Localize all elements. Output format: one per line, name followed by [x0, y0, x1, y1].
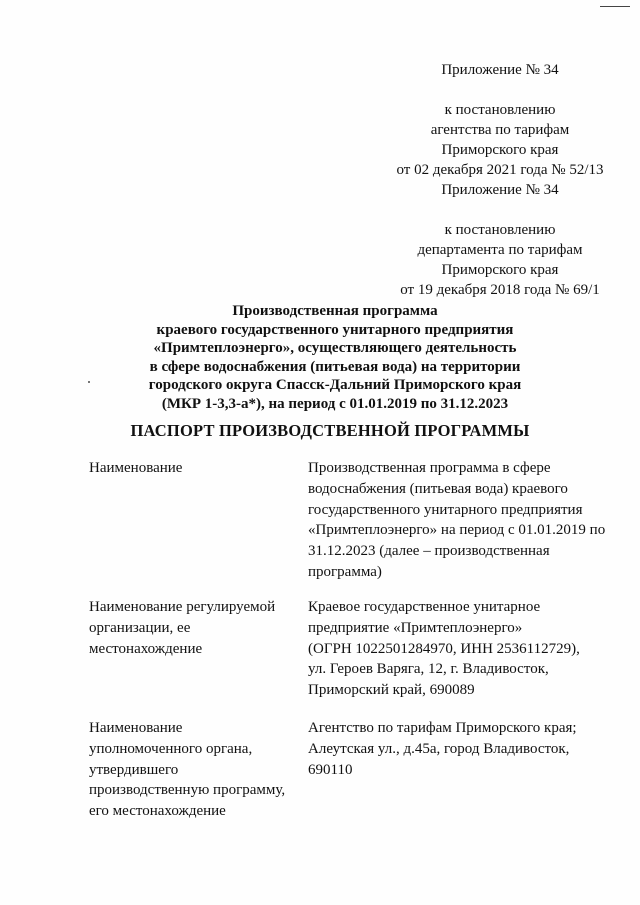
appendix-line: от 19 декабря 2018 года № 69/1	[400, 282, 600, 298]
value-line: программа)	[308, 563, 382, 580]
label-line: производственную программу,	[89, 782, 286, 799]
appendix-line: Приморского края	[441, 262, 559, 278]
label-line: утвердившего	[89, 761, 179, 778]
label-line: Наименование	[89, 460, 183, 476]
appendix-line: к постановлению	[444, 102, 556, 118]
appendix-line: Приморского края	[441, 142, 559, 158]
passport-row-value-name	[308, 458, 618, 583]
appendix-block-original	[380, 180, 620, 300]
passport-row-label-organization	[89, 597, 289, 659]
heading-line: «Примтеплоэнерго», осуществляющего деятельность	[153, 340, 517, 356]
appendix-title: Приложение № 34	[441, 62, 559, 78]
appendix-line: агентства по тарифам	[430, 122, 570, 138]
document-heading	[120, 302, 550, 413]
value-line: 31.12.2023 (далее – производственная	[308, 543, 550, 560]
label-line: Наименование	[89, 720, 183, 736]
passport-row-label-name	[89, 458, 289, 479]
value-line: Приморский край, 690089	[308, 682, 475, 699]
scan-dot	[88, 381, 90, 383]
appendix-line: от 02 декабря 2021 года № 52/13	[396, 162, 604, 178]
heading-line: городского округа Спасск-Дальний Приморского края	[148, 377, 522, 393]
label-line: Наименование регулируемой	[89, 599, 276, 615]
value-line: 690110	[308, 761, 353, 778]
value-line: (ОГРН 1022501284970, ИНН 2536112729),	[308, 640, 580, 657]
label-line: организации, ее	[89, 619, 191, 636]
label-line: местонахождение	[89, 640, 203, 657]
appendix-line: к постановлению	[444, 222, 556, 238]
passport-title: ПАСПОРТ ПРОИЗВОДСТВЕННОЙ ПРОГРАММЫ	[130, 421, 530, 440]
passport-row-label-authority	[89, 718, 289, 822]
heading-line: краевого государственного унитарного предприятия	[156, 321, 514, 338]
value-line: Краевое государственное унитарное	[308, 599, 541, 615]
passport-row-value-authority	[308, 718, 618, 780]
value-line: Алеутская ул., д.45а, город Владивосток,	[308, 740, 570, 757]
heading-line: Производственная программа	[232, 303, 438, 319]
passport-row-value-organization	[308, 597, 618, 701]
appendix-title: Приложение № 34	[441, 182, 559, 198]
value-line: водоснабжения (питьевая вода) краевого	[308, 480, 568, 497]
value-line: ул. Героев Варяга, 12, г. Владивосток,	[308, 661, 549, 678]
appendix-block-current	[380, 60, 620, 180]
label-line: уполномоченного органа,	[89, 740, 253, 757]
heading-line: в сфере водоснабжения (питьевая вода) на территории	[149, 358, 521, 375]
value-line: Агентство по тарифам Приморского края;	[308, 720, 577, 736]
heading-line: (МКР 1-3,3-а*), на период с 01.01.2019 по 31.12.2023	[161, 395, 509, 412]
value-line: «Примтеплоэнерго» на период с 01.01.2019 по	[308, 522, 606, 539]
label-line: его местонахождение	[89, 803, 226, 820]
value-line: Производственная программа в сфере	[308, 460, 551, 476]
scan-mark	[600, 6, 630, 7]
value-line: предприятие «Примтеплоэнерго»	[308, 619, 523, 636]
appendix-line: департамента по тарифам	[417, 242, 583, 258]
value-line: государственного унитарного предприятия	[308, 501, 583, 518]
